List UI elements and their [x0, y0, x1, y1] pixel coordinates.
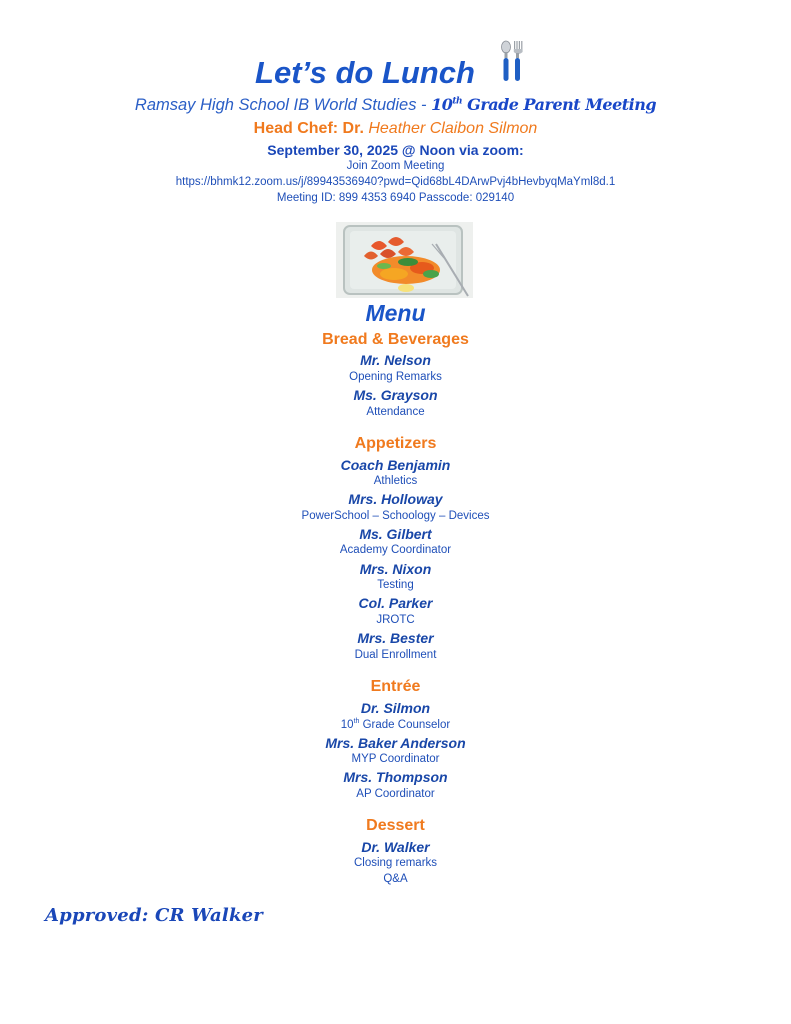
- fork-spoon-icon: [499, 40, 525, 82]
- presenter-name: Mr. Nelson: [360, 352, 431, 368]
- zoom-link[interactable]: https://bhmk12.zoom.us/j/89943536940?pwd=Qid68bL4DArwPvj4bHevbyqMaYml8d.1: [175, 176, 616, 188]
- presenter-name: Mrs. Bester: [357, 630, 434, 646]
- presenter-role: [0, 718, 791, 731]
- presenter-name: Mrs. Nixon: [359, 561, 432, 577]
- menu-heading: Menu: [365, 300, 426, 326]
- presenter-role: AP Coordinator: [356, 788, 435, 800]
- page-title: Let’s do Lunch: [255, 55, 475, 90]
- presenter-role-qa: Q&A: [383, 873, 408, 885]
- role-number: 10: [340, 718, 354, 731]
- shrimp-vegetable-dish-image: [336, 222, 473, 298]
- presenter-name: Dr. Walker: [361, 839, 430, 855]
- join-zoom-text: Join Zoom Meeting: [346, 160, 445, 172]
- presenter-name: Ms. Grayson: [353, 387, 438, 403]
- presenter-name: Mrs. Thompson: [343, 769, 448, 785]
- grade-suffix: th: [452, 96, 463, 107]
- presenter-name: Dr. Silmon: [360, 700, 431, 716]
- presenter-name: Mrs. Holloway: [348, 491, 443, 507]
- presenter-role: Closing remarks: [353, 857, 438, 869]
- grade-number: 10: [431, 95, 453, 114]
- presenter-role: Athletics: [373, 475, 418, 487]
- presenter-name: Ms. Gilbert: [359, 526, 432, 542]
- presenter-name: Mrs. Baker Anderson: [325, 735, 466, 751]
- presenter-role: MYP Coordinator: [351, 753, 440, 765]
- presenter-role: PowerSchool – Schoology – Devices: [301, 510, 490, 522]
- subtitle-school: Ramsay High School IB World Studies -: [134, 96, 432, 114]
- subtitle-grade: [431, 95, 656, 114]
- chef-label: Head Chef: Dr.: [253, 120, 369, 137]
- meeting-id-passcode: Meeting ID: 899 4353 6940 Passcode: 029140: [276, 192, 515, 204]
- presenter-role: Attendance: [366, 406, 425, 418]
- presenter-name: Col. Parker: [358, 595, 433, 611]
- section-entree: Entrée: [370, 678, 421, 695]
- role-suffix: th: [353, 718, 360, 725]
- head-chef-line: [0, 120, 791, 138]
- presenter-role: JROTC: [376, 614, 415, 626]
- section-appetizers: Appetizers: [354, 435, 437, 452]
- subtitle: [0, 95, 791, 115]
- presenter-role: Dual Enrollment: [354, 649, 437, 661]
- presenter-role: Testing: [377, 579, 414, 591]
- meeting-date: September 30, 2025 @ Noon via zoom:: [267, 142, 524, 158]
- presenter-role: Opening Remarks: [349, 371, 442, 383]
- presenter-name: Coach Benjamin: [340, 457, 451, 473]
- role-rest: Grade Counselor: [359, 718, 451, 731]
- grade-rest: Grade Parent Meeting: [462, 95, 657, 114]
- chef-name: Heather Claibon Silmon: [368, 120, 538, 137]
- presenter-role: Academy Coordinator: [339, 544, 452, 556]
- approval-signature: Approved: CR Walker: [45, 905, 263, 926]
- section-dessert: Dessert: [366, 817, 425, 834]
- section-bread-beverages: Bread & Beverages: [322, 331, 469, 348]
